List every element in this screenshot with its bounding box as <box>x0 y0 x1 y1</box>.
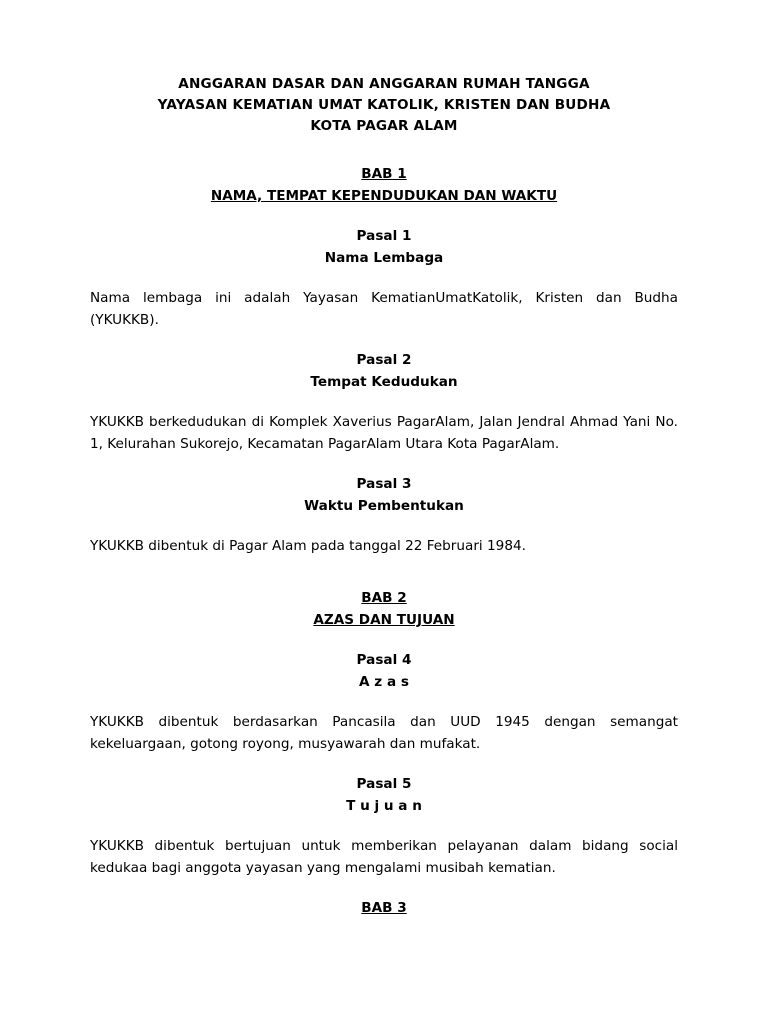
bab-2-section <box>90 587 678 879</box>
pasal-4-label: Pasal 4 <box>356 652 412 668</box>
header-line-3: KOTA PAGAR ALAM <box>310 118 458 134</box>
pasal-5-title: T u j u a n <box>346 798 422 814</box>
header-line-2: YAYASAN KEMATIAN UMAT KATOLIK, KRISTEN DAN BUDHA <box>157 97 611 113</box>
header-line-1: ANGGARAN DASAR DAN ANGGARAN RUMAH TANGGA <box>178 76 590 92</box>
pasal-1-title: Nama Lembaga <box>324 250 444 266</box>
pasal-2-text: YKUKKB berkedudukan di Komplek Xaverius PagarAlam, Jalan Jendral Ahmad Yani No. 1, Kelurahan Sukorejo, Kecamatan PagarAlam Utara Kota PagarAlam. <box>90 414 678 452</box>
pasal-4-title: A z a s <box>359 674 409 690</box>
pasal-5-label: Pasal 5 <box>356 776 412 792</box>
pasal-3-title: Waktu Pembentukan <box>304 498 464 514</box>
bab-1-label: BAB 1 <box>361 166 407 182</box>
pasal-3-text: YKUKKB dibentuk di Pagar Alam pada tanggal 22 Februari 1984. <box>90 538 526 554</box>
bab-2-title: AZAS DAN TUJUAN <box>313 612 455 628</box>
bab-1-title: NAMA, TEMPAT KEPENDUDUKAN DAN WAKTU <box>210 188 558 204</box>
pasal-5-text: YKUKKB dibentuk bertujuan untuk memberikan pelayanan dalam bidang social kedukaa bagi anggota yayasan yang mengalami musibah kematian. <box>90 838 678 876</box>
document-header <box>90 74 678 137</box>
bab-3-section <box>90 897 678 919</box>
bab-3-label: BAB 3 <box>361 900 407 916</box>
pasal-1-text: Nama lembaga ini adalah Yayasan KematianUmatKatolik, Kristen dan Budha (YKUKKB). <box>90 290 678 328</box>
pasal-3-label: Pasal 3 <box>356 476 412 492</box>
bab-2-label: BAB 2 <box>361 590 407 606</box>
pasal-2-title: Tempat Kedudukan <box>310 374 458 390</box>
pasal-4-text: YKUKKB dibentuk berdasarkan Pancasila dan UUD 1945 dengan semangat kekeluargaan, gotong royong, musyawarah dan mufakat. <box>90 714 678 752</box>
document-page <box>90 74 678 919</box>
pasal-2-label: Pasal 2 <box>356 352 412 368</box>
bab-1-section <box>90 163 678 557</box>
pasal-1-label: Pasal 1 <box>356 228 412 244</box>
